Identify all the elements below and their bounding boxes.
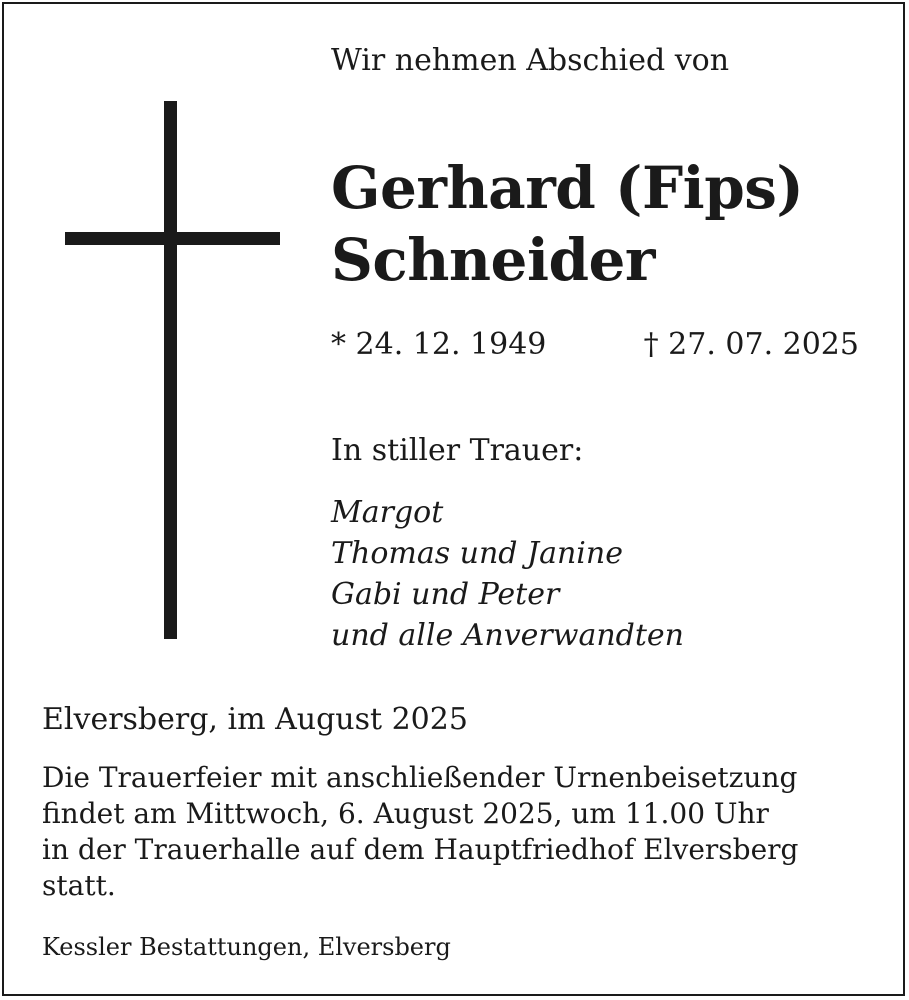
place-date: Elversberg, im August 2025 (42, 702, 468, 737)
ceremony-info (42, 760, 798, 904)
undertaker: Kessler Bestattungen, Elversberg (42, 933, 451, 961)
family-member: und alle Anverwandten (331, 618, 684, 653)
deceased-name (331, 152, 803, 296)
cross-horizontal-beam (65, 232, 280, 245)
ceremony-line: findet am Mittwoch, 6. August 2025, um 11.00 Uhr (42, 797, 769, 830)
family-list (331, 492, 684, 656)
cross-vertical-beam (164, 101, 177, 639)
deceased-name-line-1: Gerhard (Fips) (331, 154, 804, 222)
ceremony-line: statt. (42, 869, 116, 902)
mourning-heading: In stiller Trauer: (331, 433, 584, 468)
ceremony-line: in der Trauerhalle auf dem Hauptfriedhof Elversberg (42, 833, 799, 866)
family-member: Gabi und Peter (331, 577, 560, 612)
family-member: Margot (331, 495, 444, 530)
intro-text: Wir nehmen Abschied von (331, 43, 730, 78)
ceremony-line: Die Trauerfeier mit anschließender Urnenbeisetzung (42, 761, 798, 794)
family-member: Thomas und Janine (331, 536, 623, 571)
deceased-name-line-2: Schneider (331, 226, 655, 294)
birth-date: * 24. 12. 1949 (331, 327, 547, 362)
death-date: † 27. 07. 2025 (643, 327, 859, 362)
